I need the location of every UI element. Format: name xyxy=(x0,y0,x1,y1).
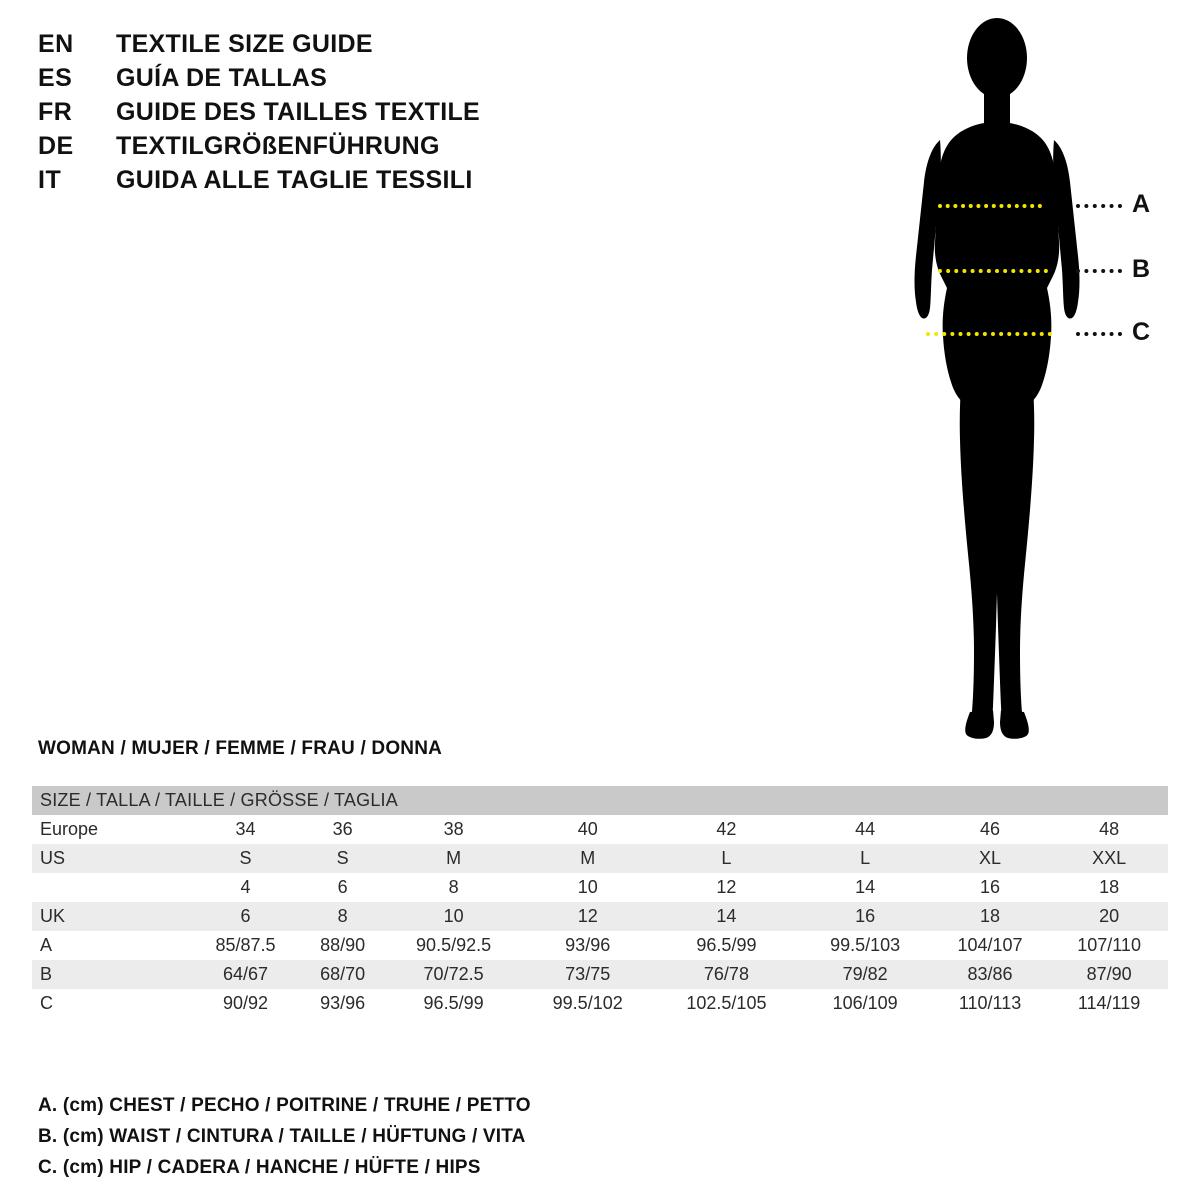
table-header-row xyxy=(32,786,1168,815)
title-block xyxy=(38,30,738,200)
cell: 16 xyxy=(980,877,1001,897)
row-label-uk: UK xyxy=(40,906,66,926)
cell: 14 xyxy=(716,906,737,926)
table-row xyxy=(32,844,1168,873)
cell: 14 xyxy=(855,877,876,897)
size-table xyxy=(32,786,1168,1018)
cell: 44 xyxy=(855,819,876,839)
table-row xyxy=(32,960,1168,989)
cell: 16 xyxy=(855,906,876,926)
cell: 8 xyxy=(448,877,459,897)
cell: 20 xyxy=(1099,906,1120,926)
cell: 40 xyxy=(577,819,598,839)
cell: 96.5/99 xyxy=(423,993,484,1013)
title-text-de: TEXTILGRÖßENFÜHRUNG xyxy=(116,132,440,160)
title-text-it: GUIDA ALLE TAGLIE TESSILI xyxy=(116,166,473,194)
title-text-fr: GUIDE DES TAILLES TEXTILE xyxy=(116,98,481,126)
waist-measure-line xyxy=(938,269,1048,273)
row-label-europe: Europe xyxy=(40,819,99,839)
cell: 10 xyxy=(443,906,464,926)
title-text-es: GUÍA DE TALLAS xyxy=(116,64,328,92)
title-row-de xyxy=(38,132,738,166)
cell: 18 xyxy=(980,906,1001,926)
cell: 8 xyxy=(337,906,348,926)
cell: 110/113 xyxy=(958,993,1022,1013)
cell: XXL xyxy=(1092,848,1127,868)
cell: 106/109 xyxy=(832,993,898,1013)
legend-line-b: B. (cm) WAIST / CINTURA / TAILLE / HÜFTUNG / VITA xyxy=(38,1126,526,1147)
title-lang-de: DE xyxy=(38,132,74,160)
cell: L xyxy=(860,848,871,868)
row-label-c: C xyxy=(40,993,53,1013)
cell: 96.5/99 xyxy=(696,935,757,955)
cell: 4 xyxy=(240,877,251,897)
section-caption: WOMAN / MUJER / FEMME / FRAU / DONNA xyxy=(38,738,443,759)
row-label-us: US xyxy=(40,848,66,868)
cell: 70/72.5 xyxy=(423,964,484,984)
chest-measure-line xyxy=(938,204,1042,208)
cell: M xyxy=(446,848,462,868)
table-header-label: SIZE / TALLA / TAILLE / GRÖSSE / TAGLIA xyxy=(32,786,1168,815)
title-lang-it: IT xyxy=(38,166,62,194)
row-label-b: B xyxy=(40,964,53,984)
female-silhouette-icon xyxy=(860,18,1190,758)
cell: 93/96 xyxy=(320,993,366,1013)
cell: 68/70 xyxy=(320,964,366,984)
chest-lead-line xyxy=(1076,204,1122,208)
measure-label-c: C xyxy=(1132,318,1151,346)
row-label-us-numeric xyxy=(32,873,190,902)
table-row xyxy=(32,815,1168,844)
cell: 6 xyxy=(337,877,348,897)
cell: 12 xyxy=(577,906,598,926)
measurement-legend xyxy=(38,1090,738,1183)
cell: 42 xyxy=(716,819,737,839)
cell: 85/87.5 xyxy=(215,935,276,955)
hip-lead-line xyxy=(1076,332,1122,336)
table-row xyxy=(32,873,1168,902)
cell: 104/107 xyxy=(957,935,1023,955)
title-text-en: TEXTILE SIZE GUIDE xyxy=(116,30,373,58)
cell: 99.5/102 xyxy=(552,993,623,1013)
legend-line-a: A. (cm) CHEST / PECHO / POITRINE / TRUHE / PETTO xyxy=(38,1095,531,1116)
cell: 83/86 xyxy=(967,964,1013,984)
cell: 36 xyxy=(332,819,353,839)
cell: S xyxy=(336,848,349,868)
cell: L xyxy=(721,848,732,868)
cell: 12 xyxy=(716,877,737,897)
title-row-es xyxy=(38,64,738,98)
cell: 34 xyxy=(235,819,256,839)
title-row-it xyxy=(38,166,738,200)
title-row-en xyxy=(38,30,738,64)
cell: 102.5/105 xyxy=(686,993,767,1013)
title-lang-es: ES xyxy=(38,64,73,92)
cell: 87/90 xyxy=(1086,964,1132,984)
cell: 79/82 xyxy=(842,964,888,984)
cell: 99.5/103 xyxy=(830,935,901,955)
title-row-fr xyxy=(38,98,738,132)
cell: 76/78 xyxy=(703,964,749,984)
cell: 46 xyxy=(980,819,1001,839)
cell: 93/96 xyxy=(565,935,611,955)
cell: 107/110 xyxy=(1077,935,1141,955)
cell: 48 xyxy=(1099,819,1120,839)
title-lang-en: EN xyxy=(38,30,74,58)
cell: 10 xyxy=(577,877,598,897)
cell: 38 xyxy=(443,819,464,839)
table-row xyxy=(32,989,1168,1018)
cell: 64/67 xyxy=(222,964,269,984)
cell: 90/92 xyxy=(222,993,269,1013)
cell: 73/75 xyxy=(565,964,611,984)
cell: 90.5/92.5 xyxy=(416,935,492,955)
cell: 6 xyxy=(240,906,251,926)
cell: M xyxy=(580,848,596,868)
cell: 114/119 xyxy=(1077,993,1141,1013)
measure-label-a: A xyxy=(1132,190,1151,218)
female-body-figure xyxy=(860,18,1190,758)
measure-label-b: B xyxy=(1132,255,1151,283)
title-lang-fr: FR xyxy=(38,98,73,126)
table-row xyxy=(32,931,1168,960)
cell: 88/90 xyxy=(320,935,366,955)
legend-line-c: C. (cm) HIP / CADERA / HANCHE / HÜFTE / HIPS xyxy=(38,1157,481,1178)
cell: 18 xyxy=(1099,877,1120,897)
cell: S xyxy=(239,848,252,868)
waist-lead-line xyxy=(1076,269,1122,273)
hip-measure-line xyxy=(926,332,1052,336)
cell: XL xyxy=(979,848,1002,868)
table-row xyxy=(32,902,1168,931)
row-label-a: A xyxy=(40,935,53,955)
